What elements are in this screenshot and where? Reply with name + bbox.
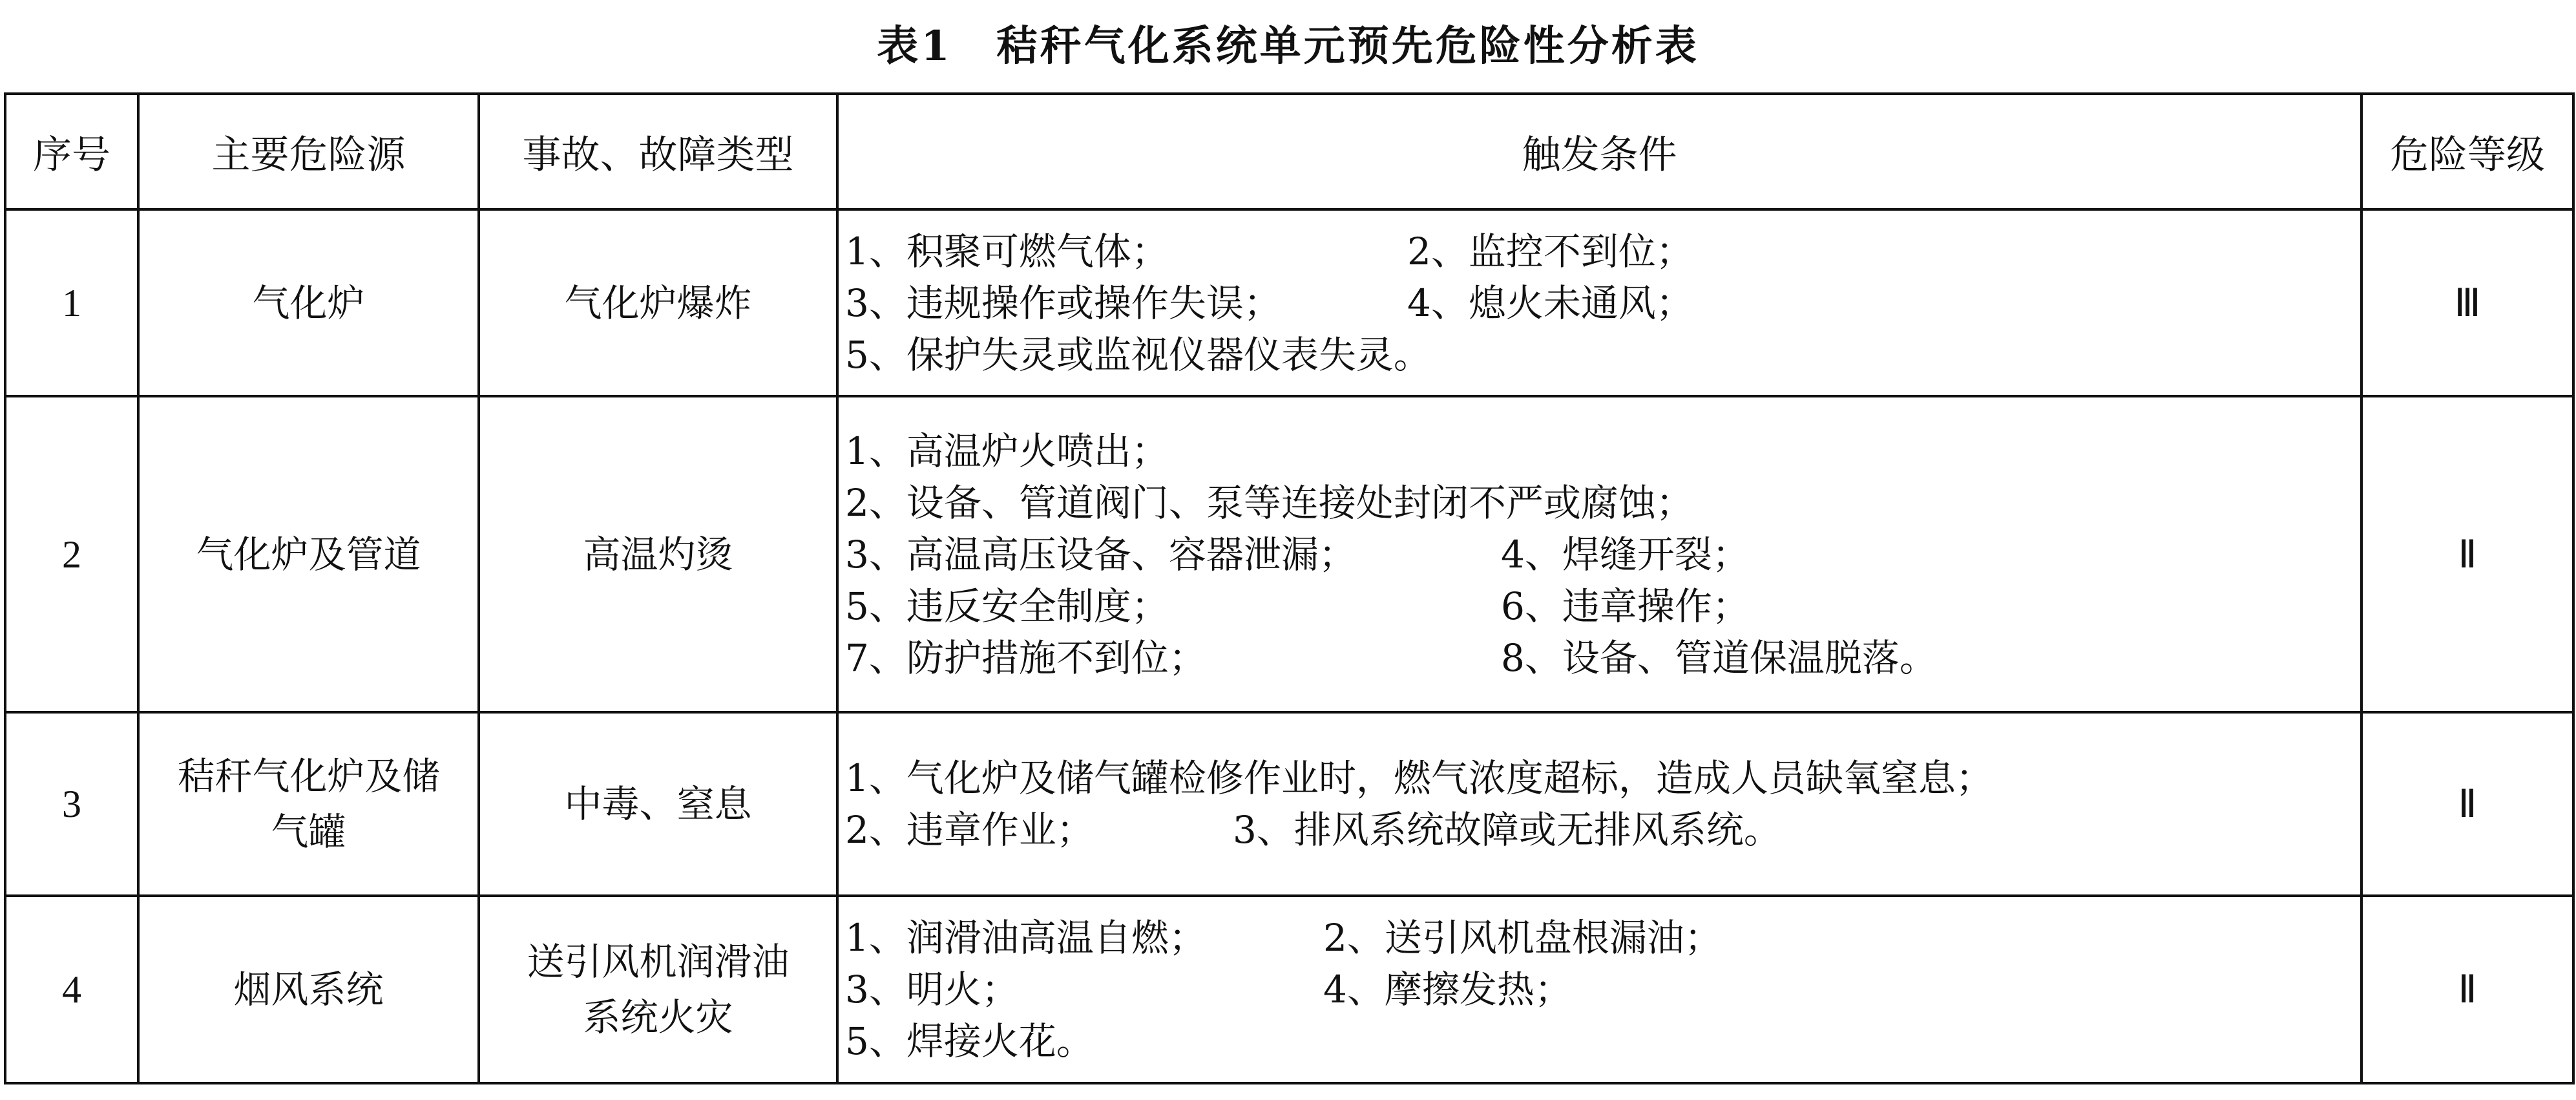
table-row: [5, 209, 2573, 396]
row-accident: 中毒、窒息: [479, 712, 837, 896]
trigger-item: 5、焊接火花。: [845, 1019, 1094, 1063]
row-no: 2: [5, 396, 138, 712]
trigger-item: 3、违规操作或操作失误；: [845, 280, 1281, 325]
trigger-item: 7、防护措施不到位；: [845, 635, 1206, 680]
row-trigger: [837, 396, 2361, 712]
row-source: 烟风系统: [138, 896, 479, 1083]
row-no: 4: [5, 896, 138, 1083]
trigger-item: 3、明火；: [845, 968, 1019, 1011]
row-level: Ⅱ: [2361, 896, 2573, 1083]
trigger-line: [845, 425, 2360, 477]
row-source: 气化炉及管道: [138, 396, 479, 712]
source-line: 气罐: [271, 810, 346, 854]
row-accident: 高温灼烫: [479, 396, 837, 712]
trigger-item: 3、排风系统故障或无排风系统。: [1233, 808, 1781, 852]
table-row: [5, 712, 2573, 896]
row-trigger: [837, 712, 2361, 896]
trigger-item: 5、保护失灵或监视仪器仪表失灵。: [845, 332, 1431, 377]
table-row: [5, 396, 2573, 712]
header-trigger: 触发条件: [837, 94, 2361, 209]
row-accident: 气化炉爆炸: [479, 209, 837, 396]
trigger-item: 1、润滑油高温自燃；: [845, 916, 1206, 960]
accident-line: 系统火灾: [583, 995, 733, 1039]
row-source: [138, 712, 479, 896]
trigger-item: 4、熄火未通风；: [1407, 280, 1693, 325]
header-source: 主要危险源: [138, 94, 479, 209]
trigger-item: 4、焊缝开裂；: [1501, 532, 1750, 576]
trigger-line: [845, 580, 2360, 632]
trigger-item: 2、送引风机盘根漏油；: [1323, 916, 1722, 960]
trigger-item: 1、高温炉火喷出；: [845, 428, 1169, 473]
row-level: Ⅱ: [2361, 712, 2573, 896]
trigger-line: [845, 1015, 2360, 1067]
trigger-line: [845, 964, 2360, 1015]
trigger-item: 8、设备、管道保温脱落。: [1501, 635, 1937, 680]
trigger-item: 2、监控不到位；: [1407, 229, 1693, 273]
trigger-line: [845, 912, 2360, 964]
trigger-item: 2、违章作业；: [845, 808, 1094, 852]
row-no: 1: [5, 209, 138, 396]
trigger-item: 1、气化炉及储气罐检修作业时，燃气浓度超标，造成人员缺氧窒息；: [845, 756, 1993, 800]
accident-line: 送引风机润滑油: [527, 940, 790, 984]
trigger-item: 3、高温高压设备、容器泄漏；: [845, 532, 1356, 576]
source-line: 秸秆气化炉及储: [177, 754, 440, 798]
row-trigger: [837, 209, 2361, 396]
header-accident: 事故、故障类型: [479, 94, 837, 209]
trigger-item: 1、积聚可燃气体；: [845, 229, 1169, 273]
trigger-line: [845, 277, 2360, 329]
row-trigger: [837, 896, 2361, 1083]
trigger-line: [845, 529, 2360, 580]
row-level: Ⅱ: [2361, 396, 2573, 712]
trigger-item: 6、违章操作；: [1501, 584, 1750, 628]
trigger-line: [845, 804, 2360, 856]
row-no: 3: [5, 712, 138, 896]
trigger-line: [845, 752, 2360, 804]
trigger-line: [845, 226, 2360, 277]
trigger-item: 5、违反安全制度；: [845, 584, 1169, 628]
trigger-line: [845, 632, 2360, 684]
row-accident: [479, 896, 837, 1083]
trigger-item: 2、设备、管道阀门、泵等连接处封闭不严或腐蚀；: [845, 480, 1693, 525]
trigger-line: [845, 477, 2360, 529]
trigger-line: [845, 329, 2360, 381]
header-row: [5, 94, 2573, 209]
row-level: Ⅲ: [2361, 209, 2573, 396]
row-source: 气化炉: [138, 209, 479, 396]
trigger-item: 4、摩擦发热；: [1323, 968, 1572, 1011]
header-level: 危险等级: [2361, 94, 2573, 209]
table-title: 表1 秸秆气化系统单元预先危险性分析表: [877, 22, 1699, 70]
header-no: 序号: [5, 94, 138, 209]
table-row: [5, 896, 2573, 1083]
hazard-analysis-table: [4, 92, 2575, 1084]
